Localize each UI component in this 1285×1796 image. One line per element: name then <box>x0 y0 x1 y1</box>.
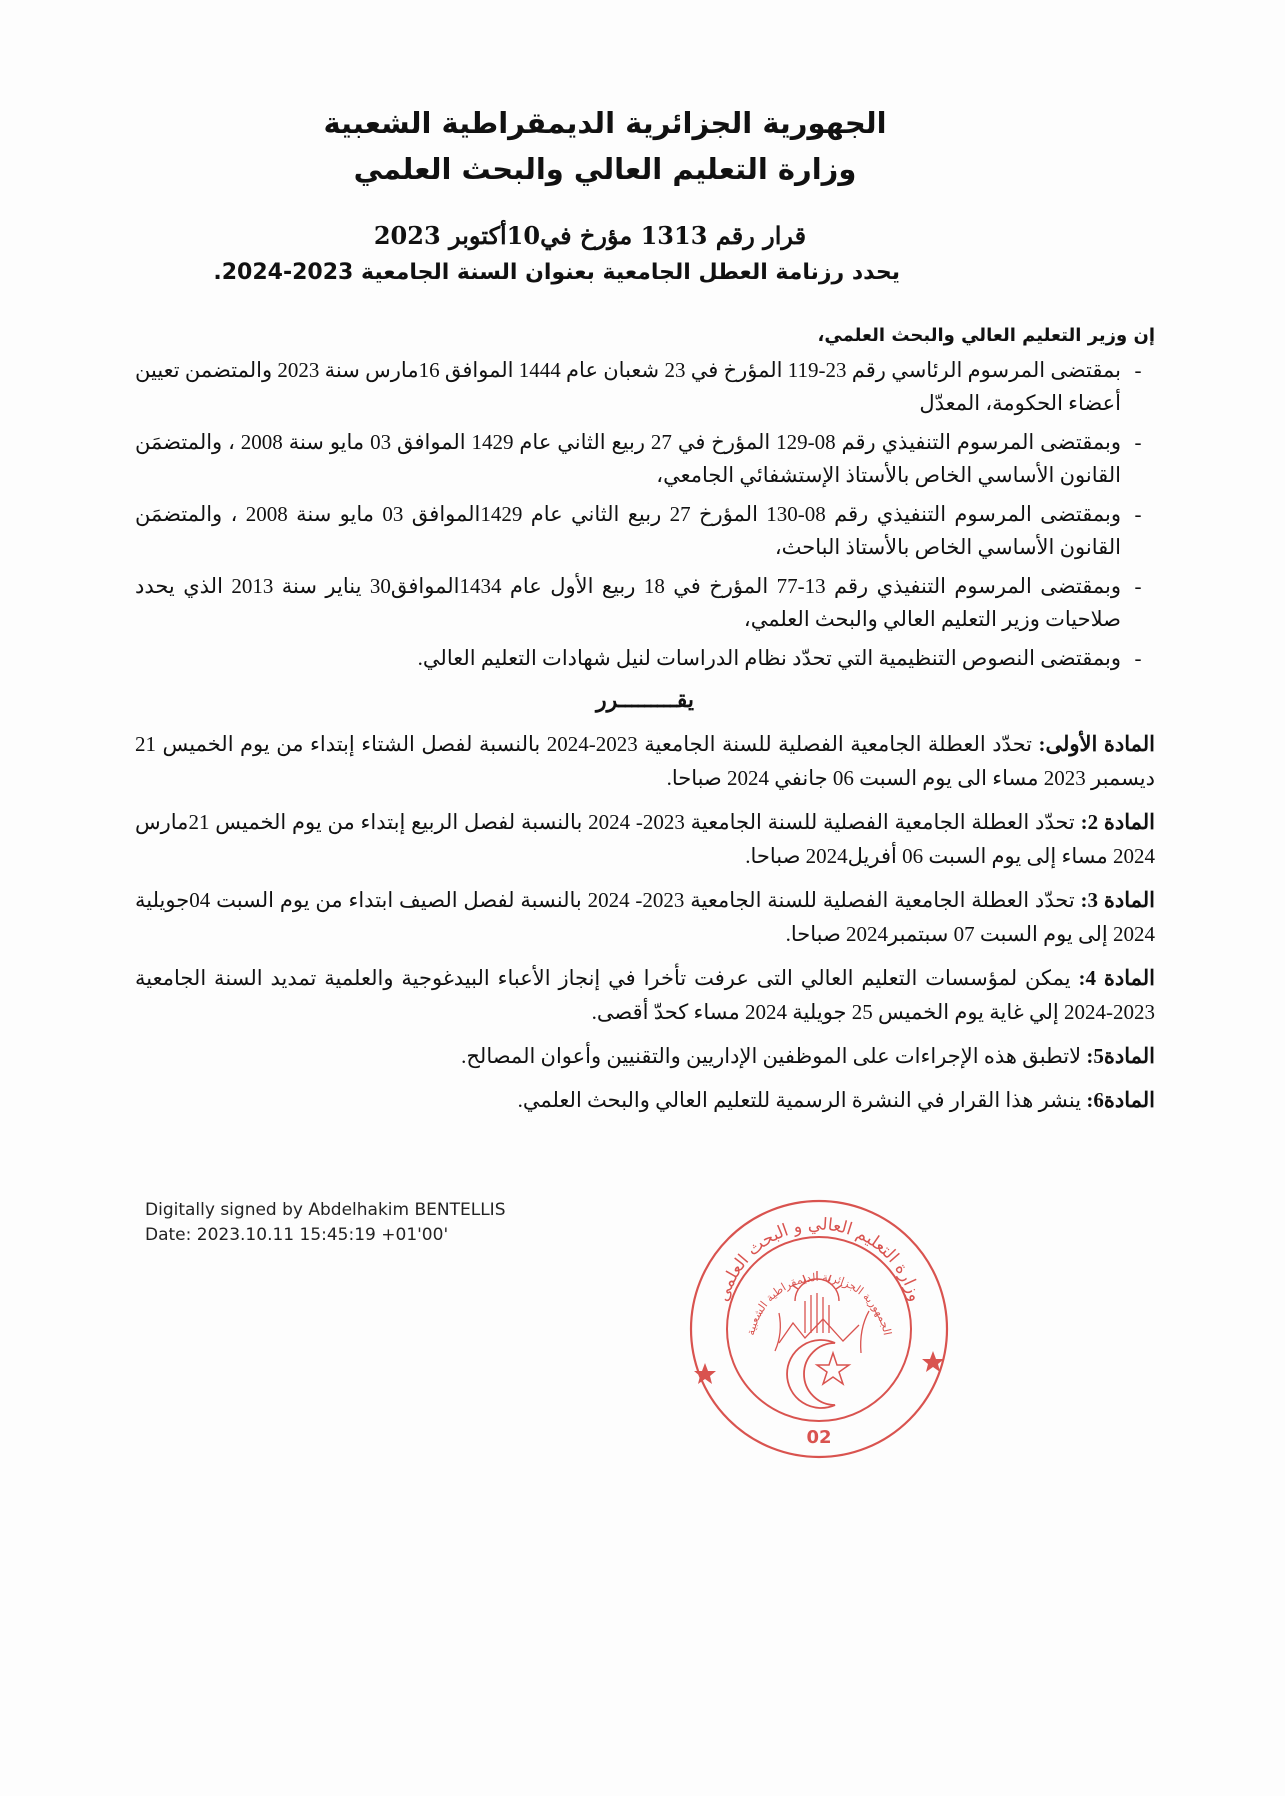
official-stamp <box>683 1193 955 1465</box>
stamp-number: 02 <box>806 1427 832 1448</box>
bullet-dash: - <box>1134 430 1142 454</box>
preamble-intro: إن وزير التعليم العالي والبحث العلمي، <box>817 325 1155 346</box>
clause-text: وبمقتضى المرسوم التنفيذي رقم 08-129 المؤرخ في 27 ربيع الثاني عام 1429 الموافق 03 مايو سنة 2008 ، والمتضمَن القانون الأساسي الخاص بالأستاذ الإستشفائي الجامعي، <box>135 430 1121 487</box>
document-header <box>300 100 910 192</box>
article-text: تحدّد العطلة الجامعية الفصلية للسنة الجامعية 2023- 2024 بالنسبة لفصل الربيع إبتداء من يوم الخميس 21مارس 2024 مساء إلى يوم السبت 06 أفريل2024 صباحا. <box>135 810 1155 868</box>
clause-text: بمقتضى المرسوم الرئاسي رقم 23-119 المؤرخ في 23 شعبان عام 1444 الموافق 16مارس سنة 2023 والمتضمن تعيين أعضاء الحكومة، المعدّل <box>135 358 1121 415</box>
article-4 <box>135 961 1155 1029</box>
article-text: لاتطبق هذه الإجراءات على الموظفين الإداريين والتقنيين وأعوان المصالح. <box>461 1044 1087 1068</box>
document-body <box>135 322 1155 1127</box>
article-label: المادة 4: <box>1078 966 1155 990</box>
article-label: المادة6: <box>1086 1088 1155 1112</box>
article-label: المادة 3: <box>1080 888 1155 912</box>
signature-date: Date: 2023.10.11 15:45:19 +01'00' <box>145 1225 449 1245</box>
article-3 <box>135 883 1155 951</box>
stamp-outer-text: وزارة التعليم العالي و البحث العلمي <box>712 1214 926 1304</box>
article-label: المادة الأولى: <box>1038 732 1155 756</box>
decision-number-date: قرار رقم 1313 مؤرخ في10أكتوبر 2023 <box>373 221 807 250</box>
article-label: المادة 2: <box>1080 810 1155 834</box>
preamble-clause <box>135 570 1155 636</box>
bullet-dash: - <box>1134 574 1142 598</box>
bullet-dash: - <box>1134 502 1142 526</box>
crescent-icon <box>787 1340 835 1408</box>
article-text: تحدّد العطلة الجامعية الفصلية للسنة الجامعية 2023- 2024 بالنسبة لفصل الصيف ابتداء من يوم السبت 04جويلية 2024 إلى يوم السبت 07 سبتمبر2024 صباحا. <box>135 888 1155 946</box>
decision-subject: يحدد رزنامة العطل الجامعية بعنوان السنة الجامعية 2023-2024. <box>213 260 900 285</box>
article-1 <box>135 727 1155 795</box>
article-text: ينشر هذا القرار في النشرة الرسمية للتعليم العالي والبحث العلمي. <box>517 1088 1087 1112</box>
decides-heading: يقـــــــــرر <box>595 687 695 712</box>
preamble-clause <box>135 498 1155 564</box>
preamble-clause <box>135 354 1155 420</box>
signature-signer: Digitally signed by Abdelhakim BENTELLIS <box>145 1200 506 1220</box>
stamp-inner-text: الجمهورية الجزائرية الديمقراطية الشعبية <box>744 1270 894 1337</box>
stamp-outer-ring <box>691 1201 947 1457</box>
republic-title: الجهورية الجزائرية الديمقراطية الشعبية <box>323 106 887 140</box>
bullet-dash: - <box>1134 646 1142 670</box>
bullet-dash: - <box>1134 358 1142 382</box>
clause-text: وبمقتضى المرسوم التنفيذي رقم 08-130 المؤرخ 27 ربيع الثاني عام 1429الموافق 03 مايو سنة 2008 ، والمتضمَن القانون الأساسي الخاص بالأستاذ الباحث، <box>135 502 1121 559</box>
article-text: تحدّد العطلة الجامعية الفصلية للسنة الجامعية 2023-2024 بالنسبة لفصل الشتاء إبتداء من يوم الخميس 21 ديسمبر 2023 مساء الى يوم السبت 06 جانفي 2024 صباحا. <box>135 732 1155 790</box>
article-text: يمكن لمؤسسات التعليم العالي التى عرفت تأخرا في إنجاز الأعباء البيدغوجية والعلمية تمديد السنة الجامعية 2023-2024 إلي غاية يوم الخميس 25 جويلية 2024 مساء كحدّ أقصى. <box>135 966 1155 1024</box>
article-5 <box>135 1039 1155 1073</box>
emblem-hand-icon <box>775 1293 869 1353</box>
article-label: المادة5: <box>1086 1044 1155 1068</box>
decision-heading <box>213 218 900 292</box>
preamble-clause <box>135 642 1155 675</box>
article-6 <box>135 1083 1155 1117</box>
article-2 <box>135 805 1155 873</box>
clause-text: وبمقتضى النصوص التنظيمية التي تحدّد نظام الدراسات لنيل شهادات التعليم العالي. <box>417 646 1121 670</box>
ministry-title: وزارة التعليم العالي والبحث العلمي <box>353 152 857 186</box>
preamble-clause <box>135 426 1155 492</box>
digital-signature <box>145 1198 506 1248</box>
star-icon <box>817 1353 849 1384</box>
clause-text: وبمقتضى المرسوم التنفيذي رقم 13-77 المؤرخ في 18 ربيع الأول عام 1434الموافق30 يناير سنة 2013 الذي يحدد صلاحيات وزير التعليم العالي والبحث العلمي، <box>135 574 1122 631</box>
